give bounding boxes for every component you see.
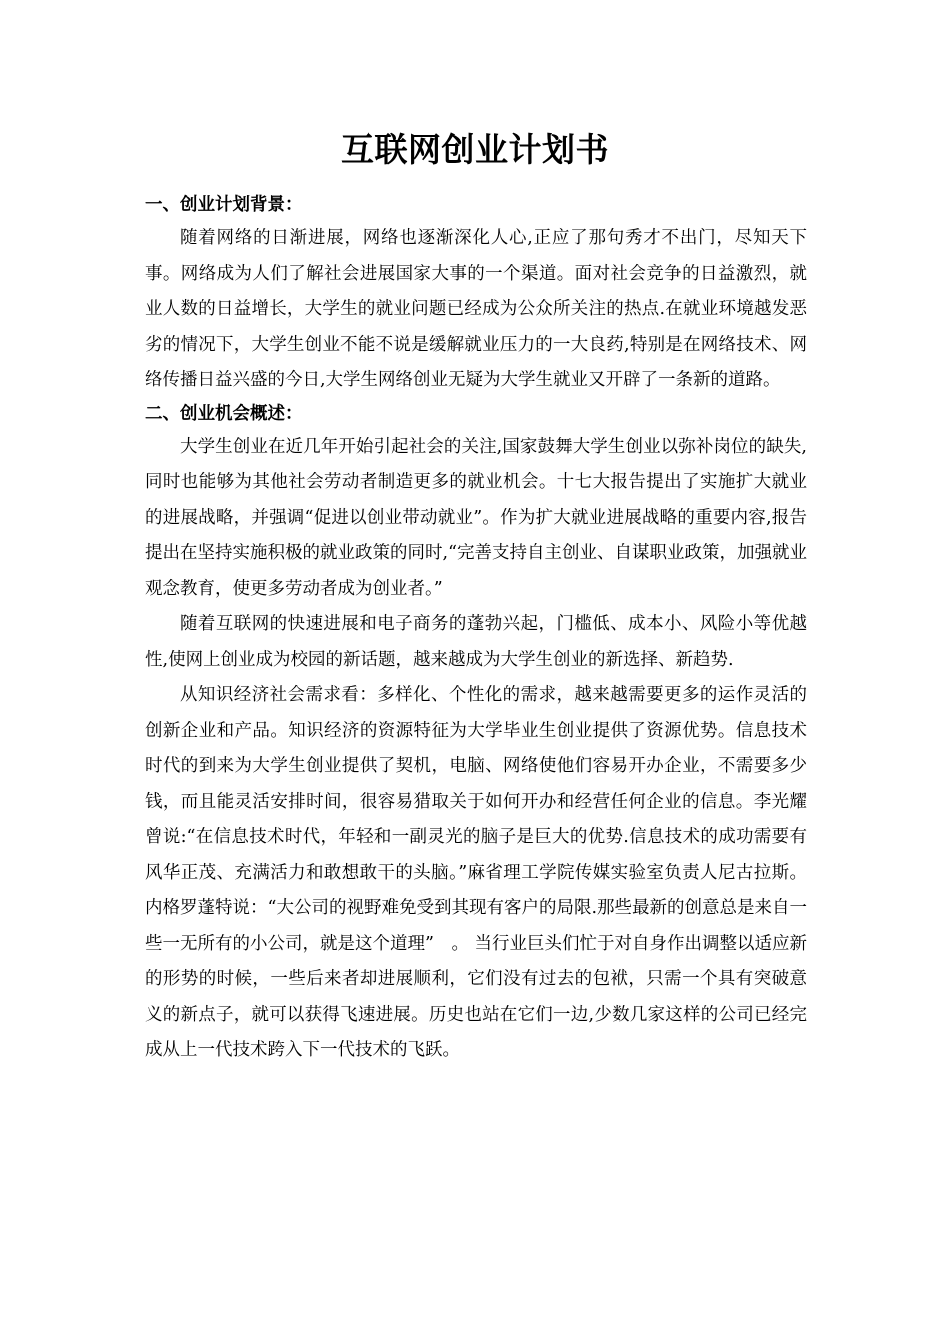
section-background xyxy=(145,190,807,399)
paragraph: 大学生创业在近几年开始引起社会的关注,国家鼓舞大学生创业以弥补岗位的缺失,同时也能够为其他社会劳动者制造更多的就业机会。十七大报告提出了实施扩大就业的进展战略，并强调“促进以创业带动就业”。作为扩大就业进展战略的重要内容,报告提出在坚持实施积极的就业政策的同时,“完善支持自主创业、自谋职业政策，加强就业观念教育，使更多劳动者成为创业者。” xyxy=(145,436,808,599)
paragraph: 从知识经济社会需求看：多样化、个性化的需求，越来越需要更多的运作灵活的创新企业和产品。知识经济的资源特征为大学毕业生创业提供了资源优势。信息技术时代的到来为大学生创业提供了契机，电脑、网络使他们容易开办企业，不需要多少钱，而且能灵活安排时间，很容易猎取关于如何开办和经营任何企业的信息。李光耀曾说:“在信息技术时代，年轻和一副灵光的脑子是巨大的优势.信息技术的成功需要有风华正茂、充满活力和敢想敢干的头脑。”麻省理工学院传媒实验室负责人尼古拉斯。内格罗蓬特说：“大公司的视野难免受到其现有客户的局限.那些最新的创意总是来自一些一无所有的小公司，就是这个道理” 。 当行业巨头们忙于对自身作出调整以适应新的形势的时候，一些后来者却进展顺利，它们没有过去的包袱，只需一个具有突破意义的新点子，就可以获得飞速进展。历史也站在它们一边,少数几家这样的公司已经完成从上一代技术跨入下一代技术的飞跃。 xyxy=(145,685,808,1060)
section-opportunity xyxy=(145,399,807,1069)
section-heading: 二、创业机会概述： xyxy=(145,403,303,424)
paragraph: 随着网络的日渐进展，网络也逐渐深化人心,正应了那句秀才不出门，尽知天下事。网络成为人们了解社会进展国家大事的一个渠道。面对社会竞争的日益激烈，就业人数的日益增长，大学生的就业问题已经成为公众所关注的热点.在就业环境越发恶劣的情况下，大学生创业不能不说是缓解就业压力的一大良药,特别是在网络技术、网络传播日益兴盛的今日,大学生网络创业无疑为大学生就业又开辟了一条新的道路。 xyxy=(145,228,807,390)
paragraph: 随着互联网的快速进展和电子商务的蓬勃兴起，门槛低、成本小、风险小等优越性,使网上创业成为校园的新话题，越来越成为大学生创业的新选择、新趋势. xyxy=(145,614,807,670)
section-heading: 一、创业计划背景： xyxy=(145,195,303,215)
document-title: 互联网创业计划书 xyxy=(341,130,609,169)
document-body xyxy=(145,190,807,1069)
